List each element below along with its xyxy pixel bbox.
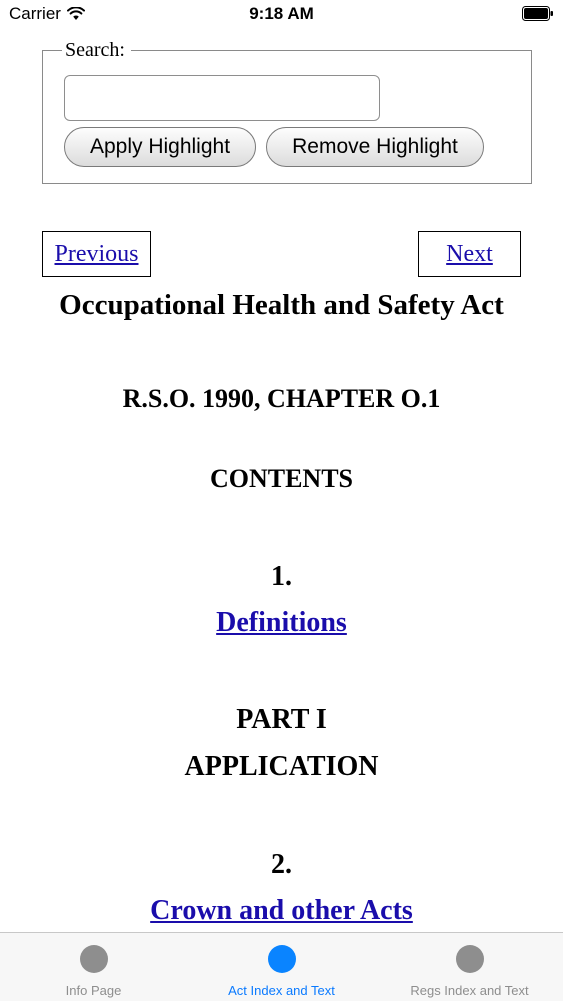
search-input[interactable] bbox=[64, 75, 380, 121]
previous-button[interactable] bbox=[42, 231, 151, 277]
tab-regs-index[interactable] bbox=[376, 933, 563, 1001]
tab-info-page[interactable] bbox=[0, 933, 187, 1001]
act-title: Occupational Health and Safety Act bbox=[59, 289, 504, 321]
search-fieldset bbox=[42, 39, 532, 184]
previous-link[interactable]: Previous bbox=[54, 241, 139, 267]
fieldset-border bbox=[42, 50, 62, 51]
apply-highlight-button[interactable]: Apply Highlight bbox=[64, 127, 256, 167]
crown-and-other-acts-link[interactable]: Crown and other Acts bbox=[150, 895, 413, 926]
tab-act-index[interactable] bbox=[188, 933, 375, 1001]
battery-icon bbox=[522, 6, 554, 21]
next-link[interactable]: Next bbox=[446, 241, 493, 267]
act-chapter: R.S.O. 1990, CHAPTER O.1 bbox=[122, 384, 441, 413]
status-time: 9:18 AM bbox=[249, 4, 314, 23]
next-button[interactable] bbox=[418, 231, 521, 277]
section-link-definitions bbox=[0, 606, 563, 640]
carrier-label: Carrier bbox=[9, 4, 61, 23]
part-name: APPLICATION bbox=[184, 751, 379, 782]
part-heading: PART I bbox=[236, 704, 327, 735]
remove-highlight-button[interactable]: Remove Highlight bbox=[266, 127, 484, 167]
contents-heading: CONTENTS bbox=[209, 464, 354, 493]
fieldset-border bbox=[131, 50, 532, 51]
definitions-link[interactable]: Definitions bbox=[216, 607, 347, 638]
search-legend: Search: bbox=[65, 39, 125, 61]
tab-bar bbox=[0, 932, 563, 1001]
section-link-crown bbox=[0, 894, 563, 928]
section-number: 2. bbox=[271, 849, 292, 880]
circle-icon bbox=[80, 945, 108, 973]
tab-label: Regs Index and Text bbox=[410, 983, 529, 998]
circle-icon bbox=[456, 945, 484, 973]
tab-label: Act Index and Text bbox=[228, 983, 335, 998]
section-number: 1. bbox=[271, 561, 292, 592]
status-bar bbox=[0, 0, 563, 30]
circle-icon bbox=[268, 945, 296, 973]
tab-label: Info Page bbox=[65, 983, 122, 998]
